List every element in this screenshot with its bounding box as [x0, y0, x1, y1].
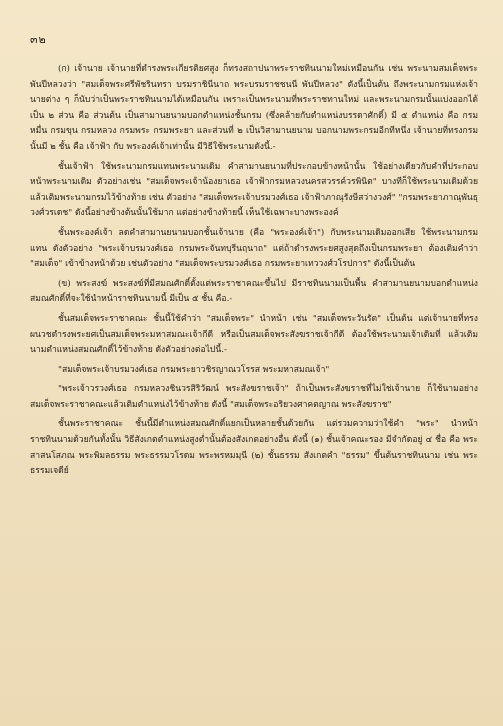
paragraph: ชั้นสมเด็จพระราชาคณะ ชั้นนี้ใช้คำว่า "สมเด็จพระ" นำหน้า เช่น "สมเด็จพระวันรัต" เป็นต้น แต่เจ้านายที่ทรงผนวชดำรงพระยศเป็นสมเด็จพระมหาสมณะเจ้ากีดี หรือเป็นสมเด็จพระสังฆราชเจ้ากีดี ต้องใช้พระนามเจ้าเดิมที่ แล้วเติมนามตำแหน่งสมณศักดิ์ไว้ข้างท้าย ดังตัวอย่างต่อไปนี้.-	[30, 313, 478, 356]
page-number: ๓๒	[30, 33, 47, 46]
document-body	[30, 62, 478, 484]
quoted-line: "สมเด็จพระเจ้าบรมวงศ์เธอ กรมพระยาวชิรญาณวโรรส พระมหาสมณเจ้า"	[58, 364, 330, 375]
paragraph: (ข) พระสงฆ์ พระสงฆ์ที่มีสมณศักดิ์ตั้งแต่พระราชาคณะขึ้นไป มีราชทินนามเป็นพื้น คำสามานยนามบอกตำแหน่งสมณศักดิ์ที่จะใช้นำหน้าราชทินนามนี้ มีเป็น ๕ ชั้น คือ.-	[30, 278, 478, 305]
paragraph: (ก) เจ้านาย เจ้านายที่ดำรงพระเกียรติยศสูง ก็ทรงสถาปนาพระราชทินนามใหม่เหมือนกัน เช่น พระนามสมเด็จพระพันปีหลวงว่า "สมเด็จพระศรีพัชรินทรา บรมราชินีนาถ พระบรมราชชนนี พันปีหลวง" ดังนี้เป็นต้น ถึงพระนามกรมแห่งเจ้านายต่าง ๆ ก็นับว่าเป็นพระราชทินนามได้เหมือนกัน เพราะเป็นพระนามที่พระราชทานใหม่ และพระนามกรมนั้นแบ่งออกได้เป็น ๒ ส่วน คือ ส่วนต้น เป็นสามานยนามบอกตำแหน่งชั้นกรม (ซึ่งคล้ายกับตำแหน่งบรรดาศักดิ์) มี ๕ ตำแหน่ง คือ กรมหมื่น กรมขุน กรมหลวง กรมพระ กรมพระยา และส่วนที่ ๒ เป็นวิสามานยนาม บอกนามพระกรมอีกทีหนึ่ง เจ้านายที่ทรงกรมนั้นมี ๒ ชั้น คือ เจ้าฟ้า กับ พระองค์เจ้าเท่านั้น มีวิธีใช้พระนามดังนี้.-	[30, 64, 478, 152]
paragraph: ชั้นเจ้าฟ้า ใช้พระนามกรมแทนพระนามเดิม คำสามานยนามที่ประกอบข้างหน้านั้น ใช้อย่างเดียวกับคำที่ประกอบหน้าพระนามเดิม ตัวอย่างเช่น "สมเด็จพระเจ้าน้องยาเธอ เจ้าฟ้ากรมหลวงนครสวรรค์วรพินิต" บางทีก็ใช้พระนามเดิมด้วย แล้วเติมพระนามกรมไว้ข้างท้าย เช่น ตัวอย่าง "สมเด็จพระเจ้าบรมวงศ์เธอ เจ้าฟ้าภาณุรังษีสว่างวงศ์" "กรมพระยาภาณุพันธุวงศ์วรเดช" ดังนี้อย่างข้างต้นนั้นใช้มาก แต่อย่างข้างท้ายนี้ เห็นใช้เฉพาะบางพระองค์	[30, 161, 478, 219]
paragraph: ชั้นพระราชาคณะ ชั้นนี้มีตำแหน่งสมณศักดิ์แยกเป็นหลายชั้นด้วยกัน แต่รวมความว่าใช้คำ "พระ" นำหน้าราชทินนามด้วยกันทั้งนั้น วิธีสังเกตตำแหน่งสูงต่ำนั้นต้องสังเกตอย่างอื่น ดังนี้ (๑) ชั้นเจ้าคณะรอง มีจำกัดอยู่ ๔ ชื่อ คือ พระสาสนโสภณ พระพิมลธรรม พระธรรมวโรดม พระพรหมมุนี (๒) ชั้นธรรม สังเกตคำ "ธรรม" ขึ้นต้นราชทินนาม เช่น พระธรรมเจดีย์	[30, 419, 478, 477]
paragraph: ชั้นพระองค์เจ้า ลดคำสามานยนามบอกชั้นเจ้านาย (คือ "พระองค์เจ้า") กับพระนามเดิมออกเสีย ใช้พระนามกรมแทน ดังตัวอย่าง "พระเจ้าบรมวงศ์เธอ กรมพระจันทบุรีนฤนาถ" แต่ถ้าดำรงพระยศสูงสุดถึงเป็นกรมพระยา ต้องเติมคำว่า "สมเด็จ" เข้าข้างหน้าด้วย เช่นตัวอย่าง "สมเด็จพระบรมวงศ์เธอ กรมพระยาเทววงศ์วโรปการ" ดังนี้เป็นต้น	[30, 227, 478, 270]
quoted-line: "พระเจ้าวรวงศ์เธอ กรมหลวงชินวรสิริวัฒน์ พระสังฆราชเจ้า" ถ้าเป็นพระสังฆราชที่ไม่ใช่เจ้านาย ก็ใช้นามอย่างสมเด็จพระราชาคณะแล้วเติมตำแหน่งไว้ข้างท้าย ดังนี้ "สมเด็จพระอริยวงศาคตญาณ พระสังฆราช"	[30, 384, 478, 410]
